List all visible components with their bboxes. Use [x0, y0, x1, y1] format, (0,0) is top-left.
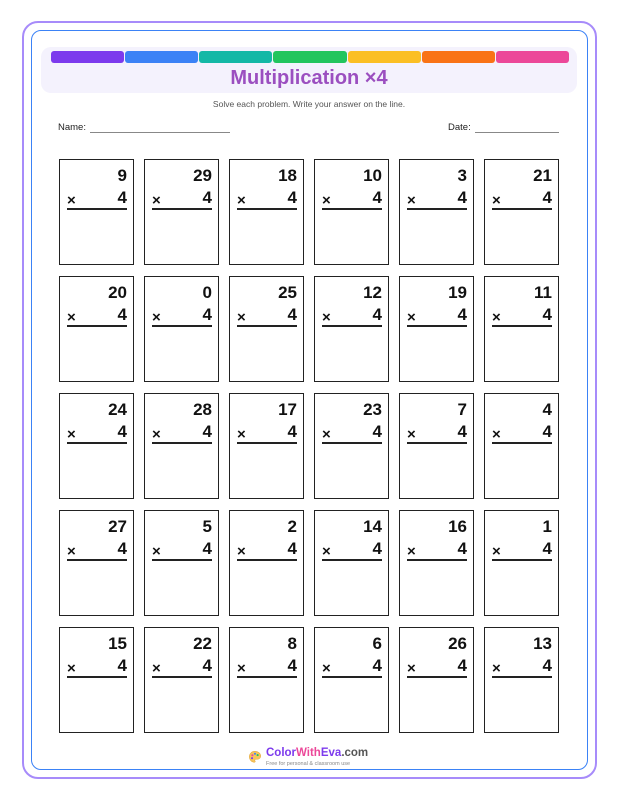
- times-sign: ×: [492, 192, 501, 209]
- date-blank-line[interactable]: [475, 123, 559, 133]
- problem-card[interactable]: [144, 276, 219, 382]
- name-field[interactable]: [58, 122, 230, 133]
- times-sign: ×: [237, 543, 246, 560]
- problem-card[interactable]: [314, 276, 389, 382]
- multiplicand: 25: [278, 283, 297, 302]
- answer-line: [492, 676, 552, 678]
- date-label: Date:: [448, 122, 471, 133]
- multiplicand: 26: [448, 634, 467, 653]
- times-sign: ×: [407, 426, 416, 443]
- times-sign: ×: [492, 309, 501, 326]
- multiplier: 4: [542, 539, 552, 558]
- brand-name: [266, 748, 368, 760]
- multiplier: 4: [372, 188, 382, 207]
- answer-line: [322, 325, 382, 327]
- times-sign: ×: [322, 192, 331, 209]
- times-sign: ×: [492, 543, 501, 560]
- times-sign: ×: [407, 543, 416, 560]
- problem-card[interactable]: [484, 159, 559, 265]
- problem-grid: [59, 159, 559, 733]
- multiplicand: 4: [542, 400, 552, 419]
- problem-card[interactable]: [229, 159, 304, 265]
- times-sign: ×: [237, 660, 246, 677]
- rainbow-segment: [51, 51, 124, 63]
- problem-card[interactable]: [484, 393, 559, 499]
- multiplier: 4: [372, 422, 382, 441]
- multiplier: 4: [542, 656, 552, 675]
- answer-line: [237, 208, 297, 210]
- brand-part-with: With: [296, 747, 321, 759]
- multiplier: 4: [117, 305, 127, 324]
- multiplier: 4: [202, 188, 212, 207]
- answer-line: [67, 325, 127, 327]
- answer-line: [322, 208, 382, 210]
- multiplicand: 15: [108, 634, 127, 653]
- problem-card[interactable]: [59, 393, 134, 499]
- answer-line: [407, 559, 467, 561]
- multiplicand: 29: [193, 166, 212, 185]
- multiplier: 4: [457, 422, 467, 441]
- multiplicand: 8: [287, 634, 297, 653]
- times-sign: ×: [152, 543, 161, 560]
- times-sign: ×: [407, 192, 416, 209]
- answer-line: [322, 559, 382, 561]
- times-sign: ×: [407, 309, 416, 326]
- answer-line: [237, 676, 297, 678]
- multiplicand: 12: [363, 283, 382, 302]
- answer-line: [152, 676, 212, 678]
- multiplicand: 3: [457, 166, 467, 185]
- times-sign: ×: [67, 309, 76, 326]
- problem-card[interactable]: [314, 510, 389, 616]
- multiplier: 4: [202, 656, 212, 675]
- answer-line: [407, 676, 467, 678]
- problem-card[interactable]: [229, 510, 304, 616]
- multiplier: 4: [287, 188, 297, 207]
- problem-card[interactable]: [144, 510, 219, 616]
- multiplicand: 0: [202, 283, 212, 302]
- palette-icon: [248, 750, 262, 764]
- multiplier: 4: [457, 656, 467, 675]
- multiplicand: 16: [448, 517, 467, 536]
- problem-card[interactable]: [229, 393, 304, 499]
- multiplicand: 7: [457, 400, 467, 419]
- answer-line: [152, 442, 212, 444]
- problem-card[interactable]: [229, 276, 304, 382]
- multiplicand: 21: [533, 166, 552, 185]
- answer-line: [67, 208, 127, 210]
- brand-part-eva: Eva: [320, 747, 342, 759]
- times-sign: ×: [152, 660, 161, 677]
- instructions: Solve each problem. Write your answer on the line.: [212, 99, 406, 109]
- multiplier: 4: [287, 656, 297, 675]
- page-title: Multiplication ×4: [230, 67, 388, 89]
- problem-card[interactable]: [399, 393, 474, 499]
- answer-line: [407, 325, 467, 327]
- date-field[interactable]: [448, 122, 559, 133]
- brand-part-color: Color: [266, 747, 297, 759]
- multiplier: 4: [287, 539, 297, 558]
- rainbow-bar: [51, 51, 569, 63]
- multiplicand: 18: [278, 166, 297, 185]
- multiplier: 4: [372, 305, 382, 324]
- multiplicand: 9: [117, 166, 127, 185]
- answer-line: [492, 208, 552, 210]
- problem-card[interactable]: [229, 627, 304, 733]
- multiplicand: 27: [108, 517, 127, 536]
- problem-card[interactable]: [399, 276, 474, 382]
- times-sign: ×: [67, 426, 76, 443]
- multiplier: 4: [287, 305, 297, 324]
- answer-line: [322, 442, 382, 444]
- multiplier: 4: [117, 422, 127, 441]
- problem-card[interactable]: [59, 276, 134, 382]
- problem-card[interactable]: [484, 627, 559, 733]
- times-sign: ×: [67, 660, 76, 677]
- answer-line: [492, 325, 552, 327]
- problem-card[interactable]: [399, 627, 474, 733]
- multiplicand: 13: [533, 634, 552, 653]
- multiplier: 4: [457, 539, 467, 558]
- answer-line: [492, 559, 552, 561]
- multiplicand: 23: [363, 400, 382, 419]
- multiplicand: 10: [363, 166, 382, 185]
- problem-card[interactable]: [484, 276, 559, 382]
- times-sign: ×: [152, 309, 161, 326]
- problem-card[interactable]: [314, 393, 389, 499]
- multiplicand: 2: [287, 517, 297, 536]
- multiplicand: 24: [108, 400, 127, 419]
- multiplicand: 14: [363, 517, 382, 536]
- answer-line: [407, 442, 467, 444]
- answer-line: [237, 442, 297, 444]
- times-sign: ×: [322, 309, 331, 326]
- rainbow-segment: [199, 51, 272, 63]
- multiplier: 4: [202, 539, 212, 558]
- answer-line: [67, 442, 127, 444]
- multiplier: 4: [542, 422, 552, 441]
- multiplicand: 11: [534, 283, 552, 302]
- problem-card[interactable]: [144, 627, 219, 733]
- times-sign: ×: [322, 660, 331, 677]
- multiplier: 4: [457, 305, 467, 324]
- answer-line: [322, 676, 382, 678]
- problem-card[interactable]: [314, 159, 389, 265]
- problem-card[interactable]: [484, 510, 559, 616]
- multiplicand: 22: [193, 634, 212, 653]
- multiplicand: 20: [108, 283, 127, 302]
- rainbow-segment: [125, 51, 198, 63]
- rainbow-segment: [496, 51, 569, 63]
- times-sign: ×: [152, 426, 161, 443]
- problem-card[interactable]: [59, 159, 134, 265]
- times-sign: ×: [407, 660, 416, 677]
- problem-card[interactable]: [59, 627, 134, 733]
- rainbow-segment: [422, 51, 495, 63]
- answer-line: [67, 676, 127, 678]
- answer-line: [67, 559, 127, 561]
- footer-logo: [248, 748, 368, 767]
- answer-line: [407, 208, 467, 210]
- multiplicand: 28: [193, 400, 212, 419]
- times-sign: ×: [322, 426, 331, 443]
- times-sign: ×: [237, 309, 246, 326]
- rainbow-segment: [348, 51, 421, 63]
- problem-card[interactable]: [59, 510, 134, 616]
- times-sign: ×: [492, 426, 501, 443]
- multiplier: 4: [117, 656, 127, 675]
- answer-line: [237, 559, 297, 561]
- multiplier: 4: [117, 539, 127, 558]
- name-blank-line[interactable]: [90, 123, 230, 133]
- times-sign: ×: [67, 192, 76, 209]
- multiplicand: 5: [202, 517, 212, 536]
- times-sign: ×: [67, 543, 76, 560]
- times-sign: ×: [322, 543, 331, 560]
- problem-card[interactable]: [314, 627, 389, 733]
- times-sign: ×: [237, 426, 246, 443]
- problem-card[interactable]: [399, 510, 474, 616]
- multiplier: 4: [542, 305, 552, 324]
- multiplicand: 17: [278, 400, 297, 419]
- multiplier: 4: [372, 656, 382, 675]
- times-sign: ×: [152, 192, 161, 209]
- brand-part-domain: .com: [341, 747, 369, 759]
- answer-line: [237, 325, 297, 327]
- multiplier: 4: [542, 188, 552, 207]
- problem-card[interactable]: [144, 393, 219, 499]
- problem-card[interactable]: [144, 159, 219, 265]
- answer-line: [152, 325, 212, 327]
- multiplier: 4: [202, 305, 212, 324]
- multiplier: 4: [457, 188, 467, 207]
- multiplier: 4: [202, 422, 212, 441]
- multiplier: 4: [372, 539, 382, 558]
- multiplier: 4: [117, 188, 127, 207]
- multiplier: 4: [287, 422, 297, 441]
- multiplicand: 19: [448, 283, 467, 302]
- problem-card[interactable]: [399, 159, 474, 265]
- multiplicand: 6: [372, 634, 382, 653]
- answer-line: [152, 559, 212, 561]
- multiplicand: 1: [542, 517, 552, 536]
- times-sign: ×: [492, 660, 501, 677]
- answer-line: [152, 208, 212, 210]
- rainbow-segment: [273, 51, 346, 63]
- answer-line: [492, 442, 552, 444]
- tagline: Free for personal & classroom use: [266, 760, 351, 767]
- times-sign: ×: [237, 192, 246, 209]
- name-label: Name:: [58, 122, 86, 133]
